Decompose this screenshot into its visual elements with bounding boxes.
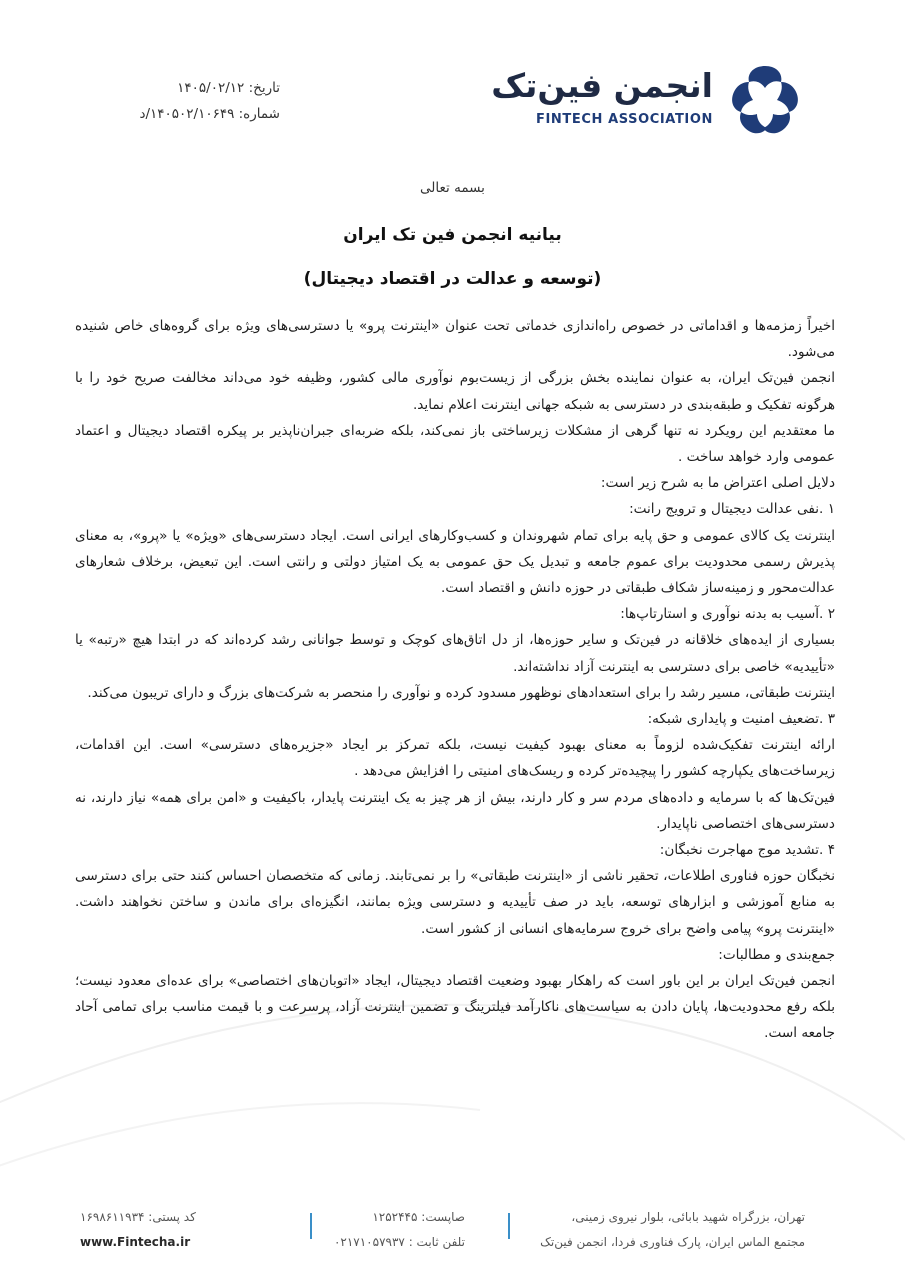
sms-label: صاپست: [421,1210,465,1224]
postal-value: ۱۶۹۸۶۱۱۹۳۴ [80,1210,145,1224]
position-paragraph: انجمن فین‌تک ایران، به عنوان نماینده بخش بزرگی از زیست‌بوم نوآوری مالی کشور، وظیفه خود می‌داند مخالفت صریح خود را با هرگونه تفکیک و طبقه‌بندی در دسترسی به شبکه جهانی اینترنت اعلام نماید. [75,370,835,413]
footer-address [540,1205,805,1255]
fintech-logo-mark-icon [725,60,805,140]
document-meta [80,75,280,127]
number-label: شماره: [238,106,280,122]
reason-2-text-continued: اینترنت طبقاتی، مسیر رشد را برای استعدادهای نوظهور مسدود کرده و نوآوری را منحصر به شرکت‌های بزرگ و دارای تریبون می‌کند. [87,684,835,701]
date-row [80,75,280,101]
number-row [80,101,280,127]
letterhead-footer [0,1195,905,1255]
logo-text-english: FINTECH ASSOCIATION [535,112,713,127]
reason-1-text: اینترنت یک کالای عمومی و حق پایه برای تمام شهروندان و کسب‌وکارهای ایرانی است. ایجاد دسترسی‌های «ویژه» یا «پرو»، به معنای پذیرش رسمی محدودیت برای عموم جامعه و تبدیل یک حق عمومی به یک امتیاز دولتی و رانتی است. این تبعیض، برخلاف شعارهای عدالت‌محور و زمینه‌ساز شکاف طبقاتی در حوزه دانش و اقتصاد است. [75,527,835,597]
sms-row [334,1205,465,1230]
address-line-1: تهران، بزرگراه شهید بابائی، بلوار نیروی زمینی، [571,1210,805,1224]
conclusion-heading: جمع‌بندی و مطالبات: [718,946,835,963]
statement-subtitle: (توسعه و عدالت در اقتصاد دیجیتال) [303,269,602,289]
number-value: ۱۴۰۵۰۲/۱۰۶۴۹/د [139,106,235,122]
reason-4-heading: ۴ .تشدید موج مهاجرت نخبگان: [659,842,835,859]
conclusion-text: انجمن فین‌تک ایران بر این باور است که راهکار بهبود وضعیت اقتصاد دیجیتال، ایجاد «اتوبان‌های اختصاصی» برای عده‌ای معدود نیست؛ بلکه رفع محدودیت‌ها، پایان دادن به سیاست‌های ناکارآمد فیلترینگ و تضمین اینترنت آزاد، پرسرعت و با قیمت مناسب برای تمامی آحاد جامعه است. [75,973,835,1042]
website-link[interactable]: www.Fintecha.ir [80,1235,191,1249]
postal-label: کد پستی: [148,1210,196,1224]
reason-3-text-continued: فین‌تک‌ها که با سرمایه و داده‌های مردم سر و کار دارند، بیش از هر چیز به یک اینترنت پایدار، باکیفیت و «امن برای همه» نیاز دارند، نه دسترسی‌های اختصاصی ناپایدار. [75,789,835,832]
reason-3-heading: ۳ .تضعیف امنیت و پایداری شبکه: [647,711,835,728]
statement-title: بیانیه انجمن فین تک ایران [343,225,562,245]
reason-2-text: بسیاری از ایده‌های خلاقانه در فین‌تک و سایر حوزه‌ها، از دل اتاق‌های کوچک و توسط جوانانی رشد کرده‌اند که در ابتدا هیچ «رتبه» یا «تأییدیه» خاصی برای دسترسی به اینترنت آزاد نداشته‌اند. [75,632,835,675]
logo-text-persian: انجمن فین‌تک [491,66,713,105]
footer-separator [310,1213,312,1239]
belief-paragraph: ما معتقدیم این رویکرد نه تنها گرهی از مشکلات زیرساختی باز نمی‌کند، بلکه ضربه‌ای جبران‌ناپذیر بر پیکره اقتصاد دیجیتال و اعتماد عمومی وارد خواهد ساخت . [75,422,835,466]
reasons-intro: دلایل اصلی اعتراض ما به شرح زیر است: [600,475,835,492]
postal-row [80,1205,196,1230]
reason-1-heading: ۱ .نفی عدالت دیجیتال و ترویج رانت: [629,501,835,518]
phone-value: ۰۲۱۷۱۰۵۷۹۳۷ [333,1235,405,1249]
footer-separator [508,1213,510,1239]
reason-2-heading: ۲ .آسیب به بدنه نوآوری و استارتاپ‌ها: [620,606,835,623]
address-line-2: مجتمع الماس ایران، پارک فناوری فردا، انجمن فین‌تک [540,1235,805,1249]
phone-row [334,1230,465,1255]
statement-body [75,313,835,1047]
sms-value: ۱۲۵۲۴۴۵ [372,1210,418,1224]
intro-paragraph: اخیراً زمزمه‌ها و اقداماتی در خصوص راه‌اندازی خدماتی تحت عنوان «اینترنت پرو» یا دسترسی‌های ویژه برای گروه‌های خاص شنیده می‌شود. [75,318,835,361]
footer-postal-web [80,1205,196,1255]
phone-label: تلفن ثابت : [408,1235,465,1249]
date-value: ۱۴۰۵/۰۲/۱۲ [177,80,245,96]
date-label: تاریخ: [248,80,280,96]
reason-4-text: نخبگان حوزه فناوری اطلاعات، تحقیر ناشی از «اینترنت طبقاتی» را بر نمی‌تابند. زمانی که متخصصان احساس کنند حتی برای دسترسی به منابع آموزشی و ابزارهای توسعه، باید در صف تأییدیه و دسترسی ویژه بمانند، انگیزه‌ای برای ماندن و ساختن نخواهند داشت. «اینترنت پرو» پیامی واضح برای خروج سرمایه‌های انسانی از کشور است. [75,868,835,937]
bismillah-heading: بسمه تعالی [420,180,485,196]
reason-3-text: ارائه اینترنت تفکیک‌شده لزوماً به معنای بهبود کیفیت نیست، بلکه تمرکز بر ایجاد «جزیره‌های دسترسی» است. این اقدامات، زیرساخت‌های یکپارچه کشور را پیچیده‌تر کرده و ریسک‌های امنیتی را افزایش می‌دهد . [75,737,835,780]
fintech-association-logo [491,60,805,140]
footer-contact [334,1205,465,1255]
